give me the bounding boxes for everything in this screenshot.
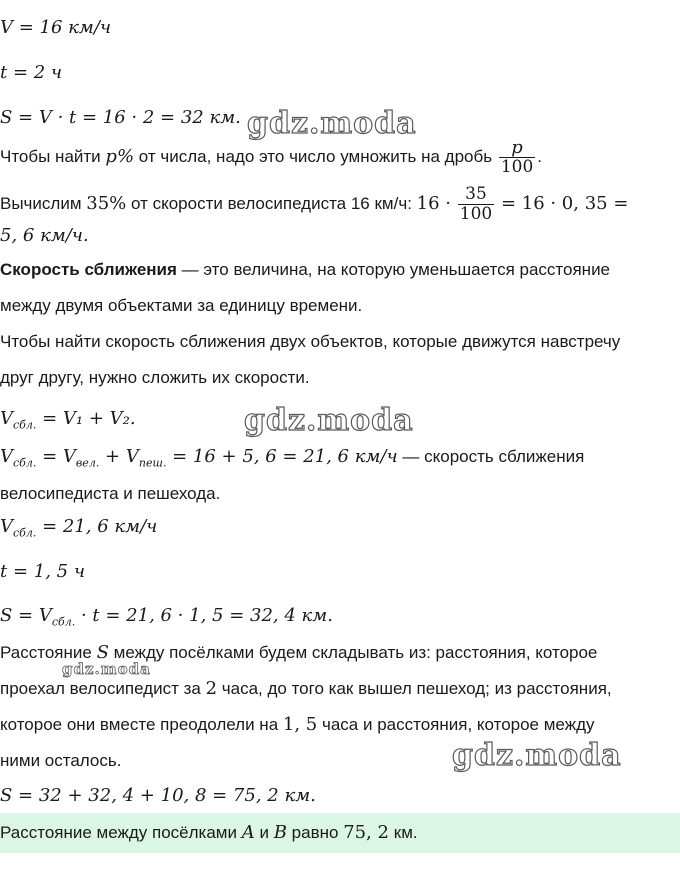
velocity-formula: V = 16 км/ч (0, 17, 112, 38)
percent-result: 5, 6 км/ч. (0, 225, 89, 246)
rule-line-1: Чтобы найти скорость сближения двух объектов, которые движутся навстречу (0, 332, 621, 351)
answer-line: Расстояние между посёлками A и B равно 75, 2 км. (0, 822, 418, 843)
closing-speed-calculation: $V_{сбл.} = V_{вел.} + V_{пеш.} = 16 + 5$, 6 = 21, 6 км/ч — скорость сближения (0, 446, 585, 470)
time-formula-2: t = 1, 5 ч (0, 561, 86, 582)
watermark-4: gdz.moda (452, 738, 622, 773)
percent-rule: Чтобы найти p% от числа, надо это число умножить на дробь $\frac{p}{100}$ . (0, 137, 543, 177)
explanation-line-4: ними осталось. (0, 751, 122, 770)
definition-line-1: Скорость сближения — это величина, на которую уменьшается расстояние (0, 260, 611, 279)
watermark-1: gdz.moda (247, 106, 417, 141)
fraction-35-100: $\frac{35}{100}$ (459, 184, 493, 224)
closing-speed-line-2: велосипедиста и пешехода. (0, 484, 221, 503)
explanation-line-2: проехал велосипедист за 2 часа, до того как вышел пешеход; из расстояния, (0, 678, 612, 699)
distance-formula-2: $S = V_{сбл.} \cdot t = 21$, 6 · 1, 5 = 32, 4 км. (0, 605, 333, 629)
total-distance-formula: S = 32 + 32, 4 + 10, 8 = 75, 2 км. (0, 785, 316, 806)
definition-line-2: между двумя объектами за единицу времени. (0, 296, 363, 315)
closing-speed-formula: $V_{сбл.} = V_1 + V_2$. (0, 408, 136, 432)
time-formula: t = 2 ч (0, 62, 63, 83)
rule-line-2: друг другу, нужно сложить их скорости. (0, 368, 310, 387)
explanation-line-3: которое они вместе преодолели на 1, 5 часа и расстояния, которое между (0, 714, 595, 735)
percent-calculation: Вычислим 35% от скорости велосипедиста 16 км/ч: 16 · $\frac{35}{100}$ = 16 · 0, 35 = (0, 184, 629, 224)
distance-formula-1: S = V · t = 16 · 2 = 32 км. (0, 107, 241, 128)
explanation-line-1: Расстояние S между посёлками будем складывать из: расстояния, которое (0, 642, 598, 663)
fraction-p-100: $\frac{p}{100}$ (500, 137, 534, 177)
watermark-3: gdz.moda (62, 660, 151, 678)
watermark-2: gdz.moda (244, 403, 414, 438)
closing-speed-value: $V_{сбл.} = 21$, 6 км/ч (0, 516, 158, 540)
